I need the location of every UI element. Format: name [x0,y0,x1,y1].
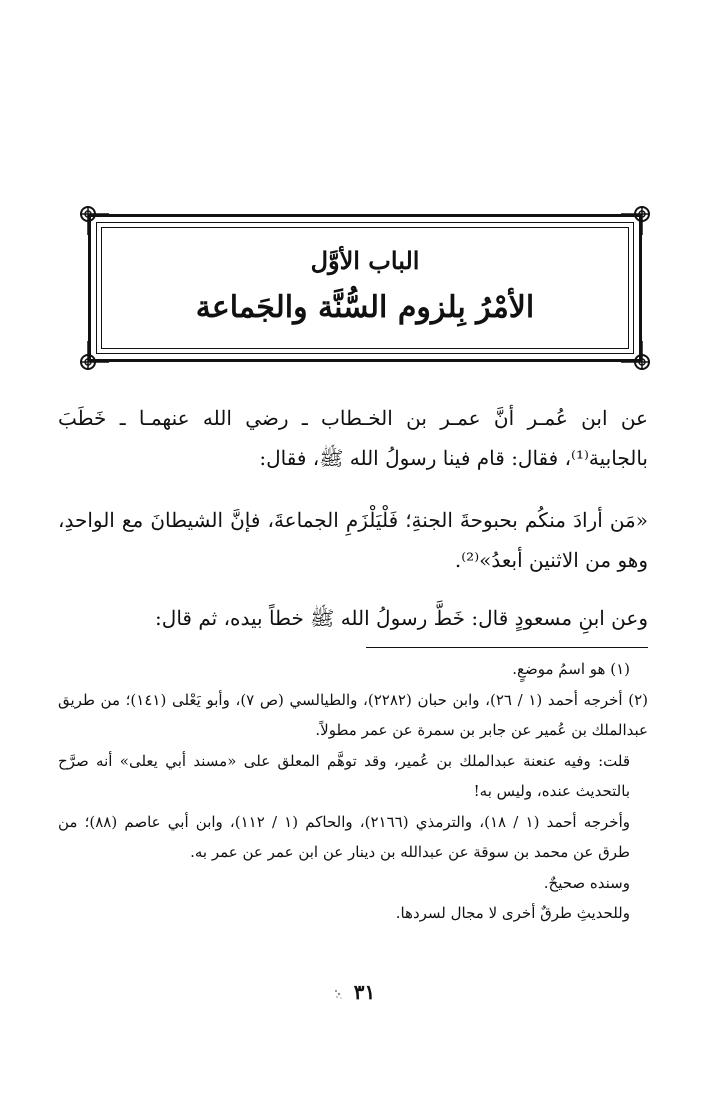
corner-ornament-icon [618,204,652,238]
paragraph-text: «مَن أرادَ منكُم بحبوحةَ الجنةِ؛ فَلْيَلْزَمِ الجماعةَ، فإنَّ الشيطانَ مع الواحدِ، وهو من الاثنين أبعدُ»⁽²⁾. [58,508,648,572]
body-paragraph [58,500,648,580]
footnote-item: وسنده صحيحٌ. [543,873,630,892]
footnote-item: (٢) أخرجه أحمد (١ / ٢٦)، وابن حبان (٢٢٨٢)، والطيالسي (ص ٧)، وأبو يَعْلى (١٤١)؛ من طريق عبدالملك بن عُمير عن جابر بن سمرة عن عمر مطولاً. [58,690,648,739]
paragraph-text: عن ابن عُمـر أنَّ عمـر بن الخـطاب ـ رضي الله عنهمـا ـ خَطَبَ بالجابية⁽¹⁾، فقال: قام فينا رسولُ الله ﷺ، فقال: [58,406,648,470]
chapter-title: الأمْرُ بِلزوم السُّنَّة والجَماعة [195,290,535,325]
page-number [0,980,708,1004]
paragraph-text: وعن ابنِ مسعودٍ قال: خَطَّ رسولُ الله ﷺ خطاً بيده، ثم قال: [155,606,648,630]
corner-ornament-icon [618,338,652,372]
footnote-divider [366,647,648,648]
footnotes-section [58,654,648,929]
footnote-item: قلت: وفيه عنعنة عبدالملك بن عُمير، وقد توهَّم المعلق على «مسند أبي يعلى» أنه صرَّح بالتحديث عنده، وليس به! [58,751,630,800]
corner-ornament-icon [78,204,112,238]
chapter-header-frame [82,208,648,368]
footnote-item: وأخرجه أحمد (١ / ١٨)، والترمذي (٢١٦٦)، والحاكم (١ / ١١٢)، وابن أبي عاصم (٨٨)؛ من طرق عن محمد بن سوقة عن عبدالله بن دينار عن ابن عمر عن عمر به. [58,812,630,861]
body-paragraph [58,598,648,638]
corner-ornament-icon [78,338,112,372]
ink-smudge-icon [333,988,343,1000]
chapter-number: الباب الأوَّل [310,246,420,275]
body-paragraph [58,398,648,478]
footnote-item: وللحديثِ طرقٌ أخرى لا مجال لسردها. [395,904,630,922]
page-number-text: ٣١ [353,980,376,1004]
footnote-item: (١) هو اسمُ موضعٍ. [512,660,630,678]
